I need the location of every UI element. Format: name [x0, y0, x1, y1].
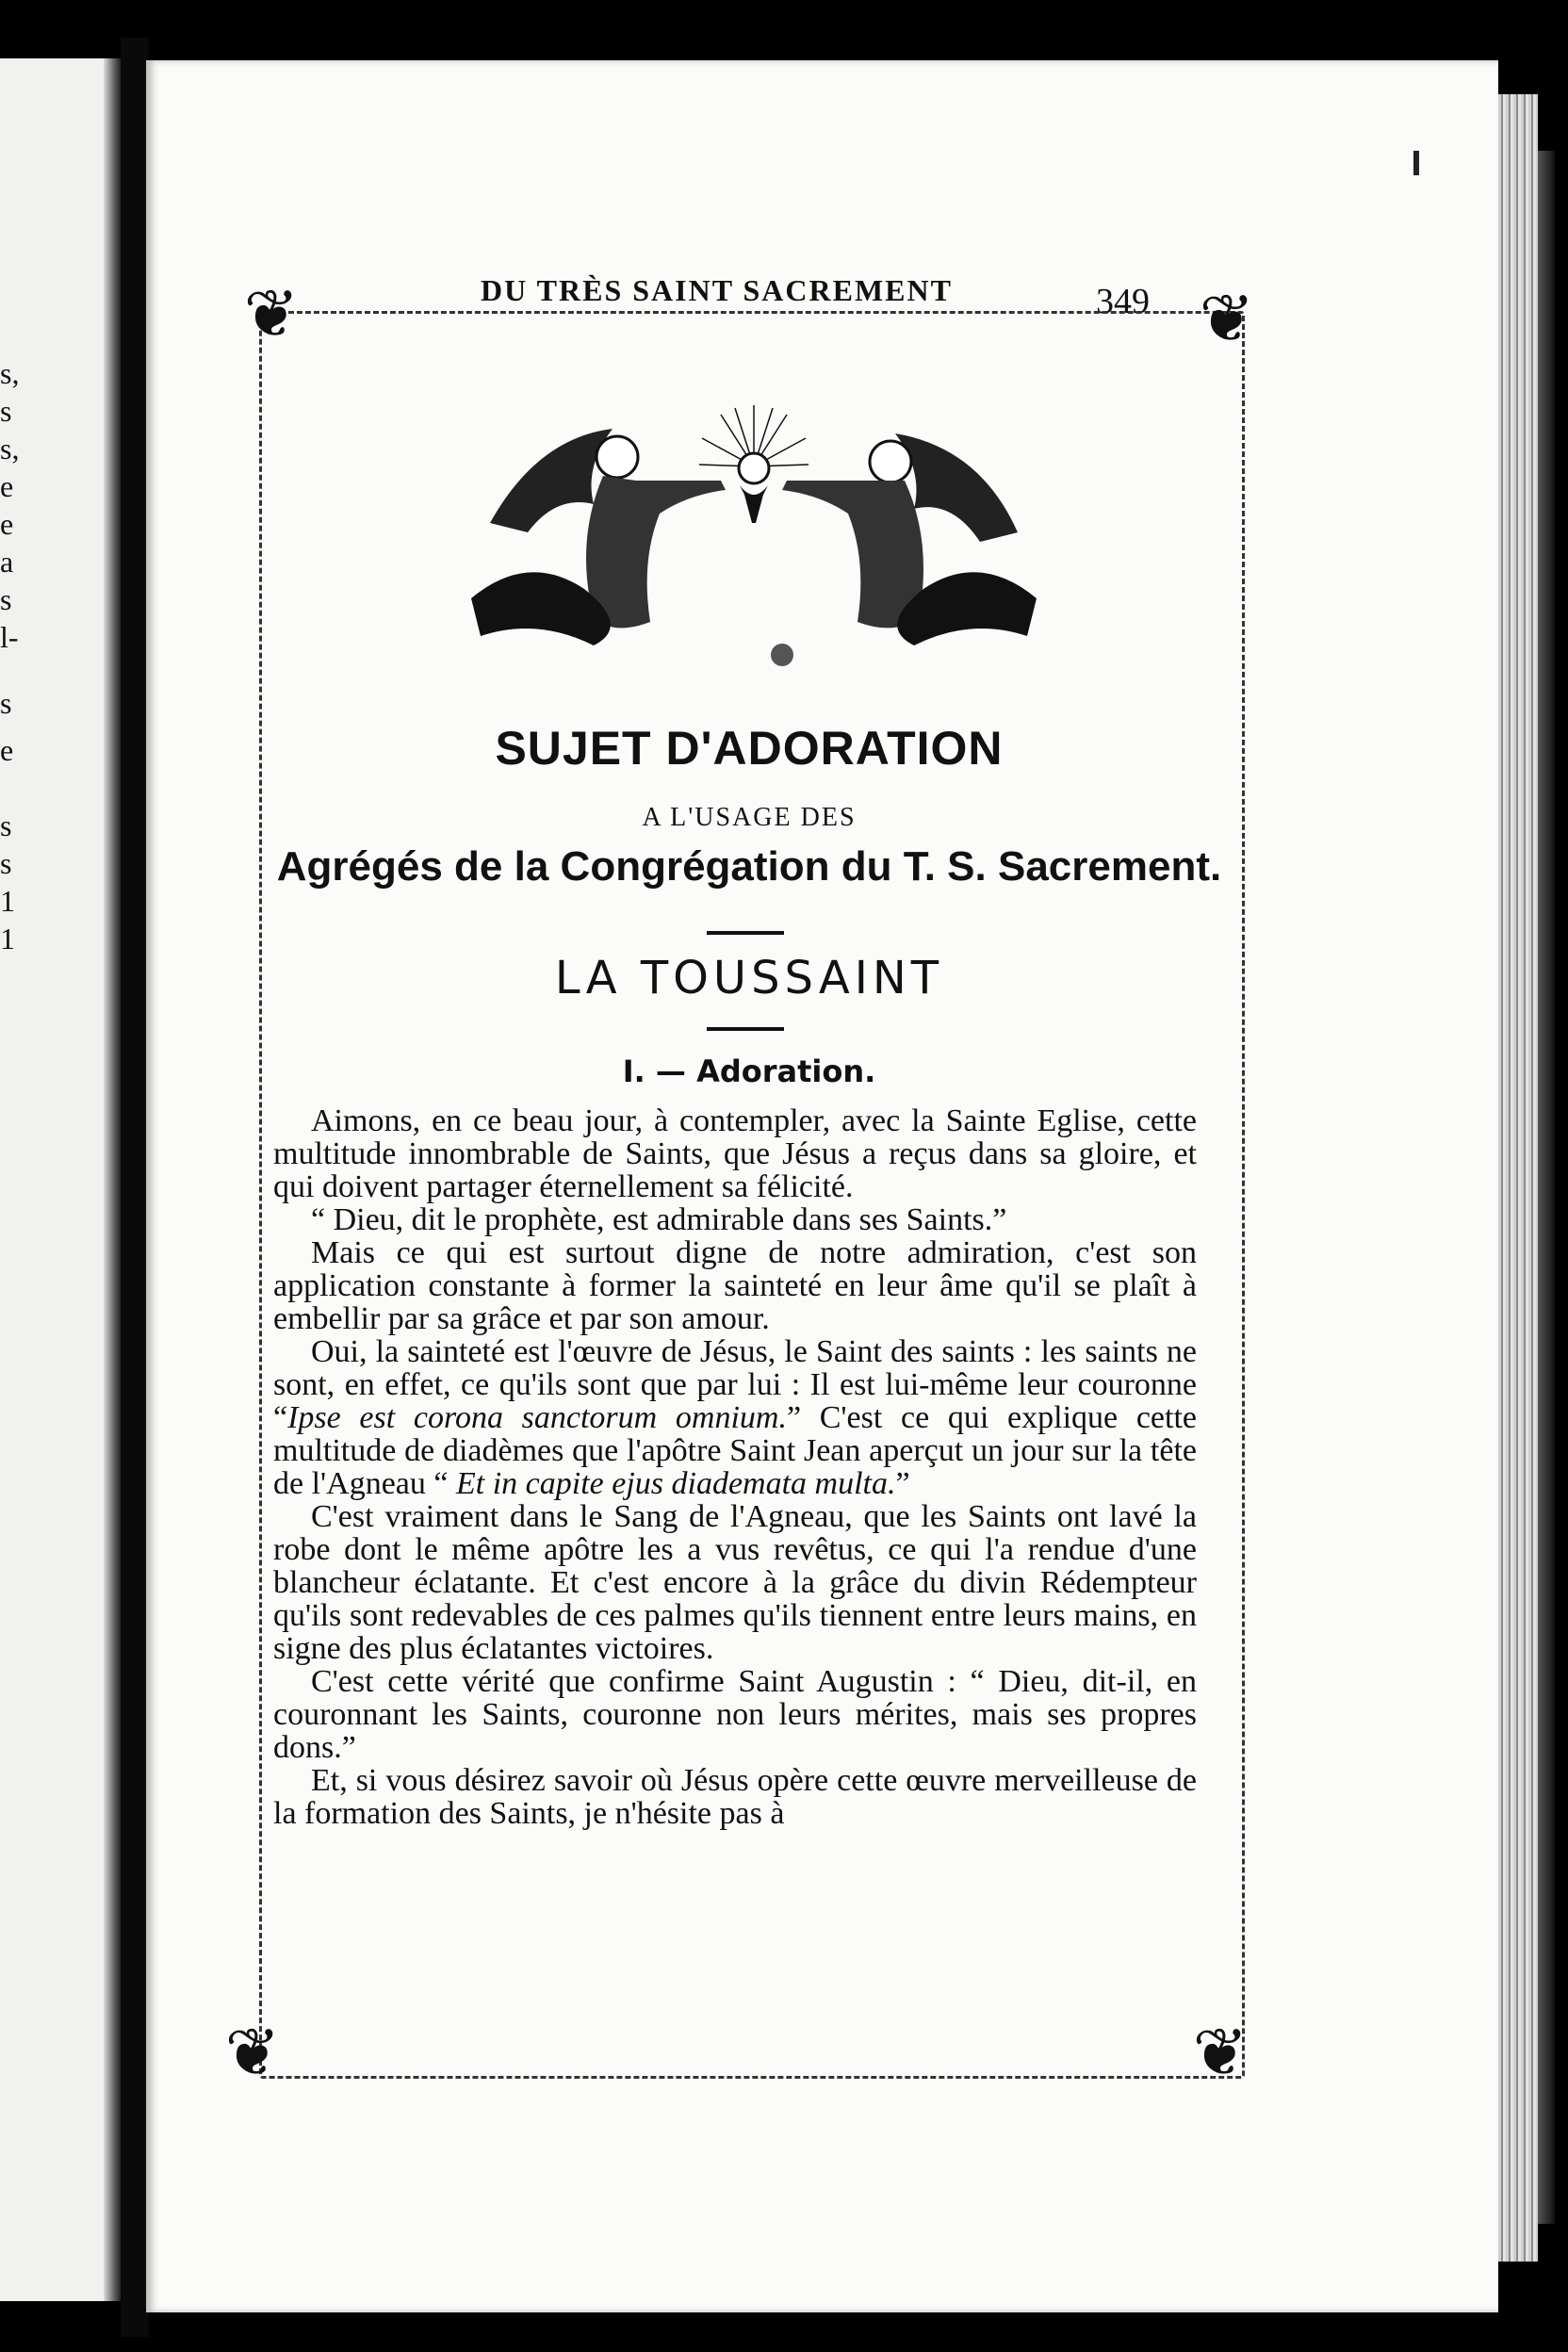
section-heading: I. — Adoration.	[622, 1054, 876, 1089]
divider	[707, 1027, 784, 1031]
paragraph: C'est cette vérité que confirme Saint Augustin : “ Dieu, dit-il, en couronnant les Saints, couronne non leurs mérites, mais ses propres dons.”	[273, 1664, 1197, 1765]
book-gutter	[121, 38, 149, 2337]
corner-ornament-top-right-icon: ❦	[1199, 284, 1255, 356]
page-number: 349	[1096, 282, 1150, 321]
divider	[707, 931, 784, 935]
left-page-fragment: s,	[0, 432, 20, 466]
paragraph-text: Oui, la sainteté est l'œuvre de Jésus, le Saint des saints : les saints ne sont, en effet, ce qu'ils sont que par lui : Il est lui-même leur couronne “	[273, 1334, 1197, 1435]
left-page-fragment: s	[0, 808, 12, 842]
left-page-fragment: 1	[0, 922, 15, 956]
latin-quote: Et in capite ejus diademata multa.	[456, 1466, 896, 1501]
subtitle: A L'USAGE DES	[642, 803, 857, 832]
corner-ornament-bottom-right-icon: ❦	[1192, 2017, 1249, 2090]
left-page-fragment: e	[0, 733, 14, 767]
title: SUJET D'ADORATION	[495, 722, 1004, 775]
left-page-fragment: 1	[0, 884, 15, 918]
feast-title: LA TOUSSAINT	[554, 952, 944, 1004]
paragraph: C'est vraiment dans le Sang de l'Agneau, que les Saints ont lavé la robe dont le même apôtre les a vus revêtus, ce qui l'a rendue d'une blancheur éclatante. Et c'est encore à la grâce du divin Rédempteur qu'ils sont redevables de ces palmes qu'ils tiennent entre leurs mains, en signe des plus éclatantes victoires.	[273, 1499, 1197, 1666]
running-head: DU TRÈS SAINT SACREMENT	[481, 273, 953, 307]
left-page-fragment: l-	[0, 620, 19, 654]
left-page-fragment: e	[0, 469, 14, 503]
left-page	[0, 58, 121, 2301]
congregation-title: Agrégés de la Congrégation du T. S. Sacrement.	[276, 843, 1222, 890]
left-page-fragment: s	[0, 582, 12, 616]
paragraph: Mais ce qui est surtout digne de notre admiration, c'est son application constante à former la sainteté en leur âme qu'il se plaît à embellir par sa grâce et par son amour.	[273, 1235, 1197, 1336]
left-page-fragment: s	[0, 686, 12, 720]
book-cover-edge	[1538, 151, 1555, 2224]
left-page-fragment: e	[0, 507, 14, 541]
corner-ornament-top-left-icon: ❦	[243, 279, 300, 351]
page-edges	[1498, 94, 1538, 2262]
left-page-fragment: s	[0, 394, 12, 428]
paragraph: Et, si vous désirez savoir où Jésus opère cette œuvre merveilleuse de la formation des Saints, je n'hésite pas à	[273, 1763, 1197, 1831]
angels-monstrance-icon	[452, 400, 1055, 683]
paragraph: “ Dieu, dit le prophète, est admirable dans ses Saints.”	[311, 1202, 1007, 1237]
paragraph: Aimons, en ce beau jour, à contempler, avec la Sainte Eglise, cette multitude innombrable de Saints, que Jésus a reçus dans sa gloire, et qui doivent partager éternellement sa félicité.	[273, 1103, 1197, 1204]
left-page-fragment: s,	[0, 356, 20, 390]
left-page-fragment: a	[0, 545, 14, 579]
corner-ornament-bottom-left-icon: ❦	[224, 2017, 281, 2090]
body-text	[273, 1104, 1197, 1830]
paragraph	[273, 1335, 1197, 1500]
scan-mark	[1413, 151, 1419, 175]
left-page-edge	[104, 58, 121, 2301]
paragraph-text: ”	[895, 1466, 910, 1501]
paragraph-text: ” C'est ce qui explique cette multitude de diadèmes que l'apôtre Saint Jean aperçut un jour sur la tête de l'Agneau “	[273, 1400, 1197, 1501]
left-page-fragment: s	[0, 846, 12, 880]
latin-quote: Ipse est corona sanctorum omnium.	[287, 1400, 787, 1435]
